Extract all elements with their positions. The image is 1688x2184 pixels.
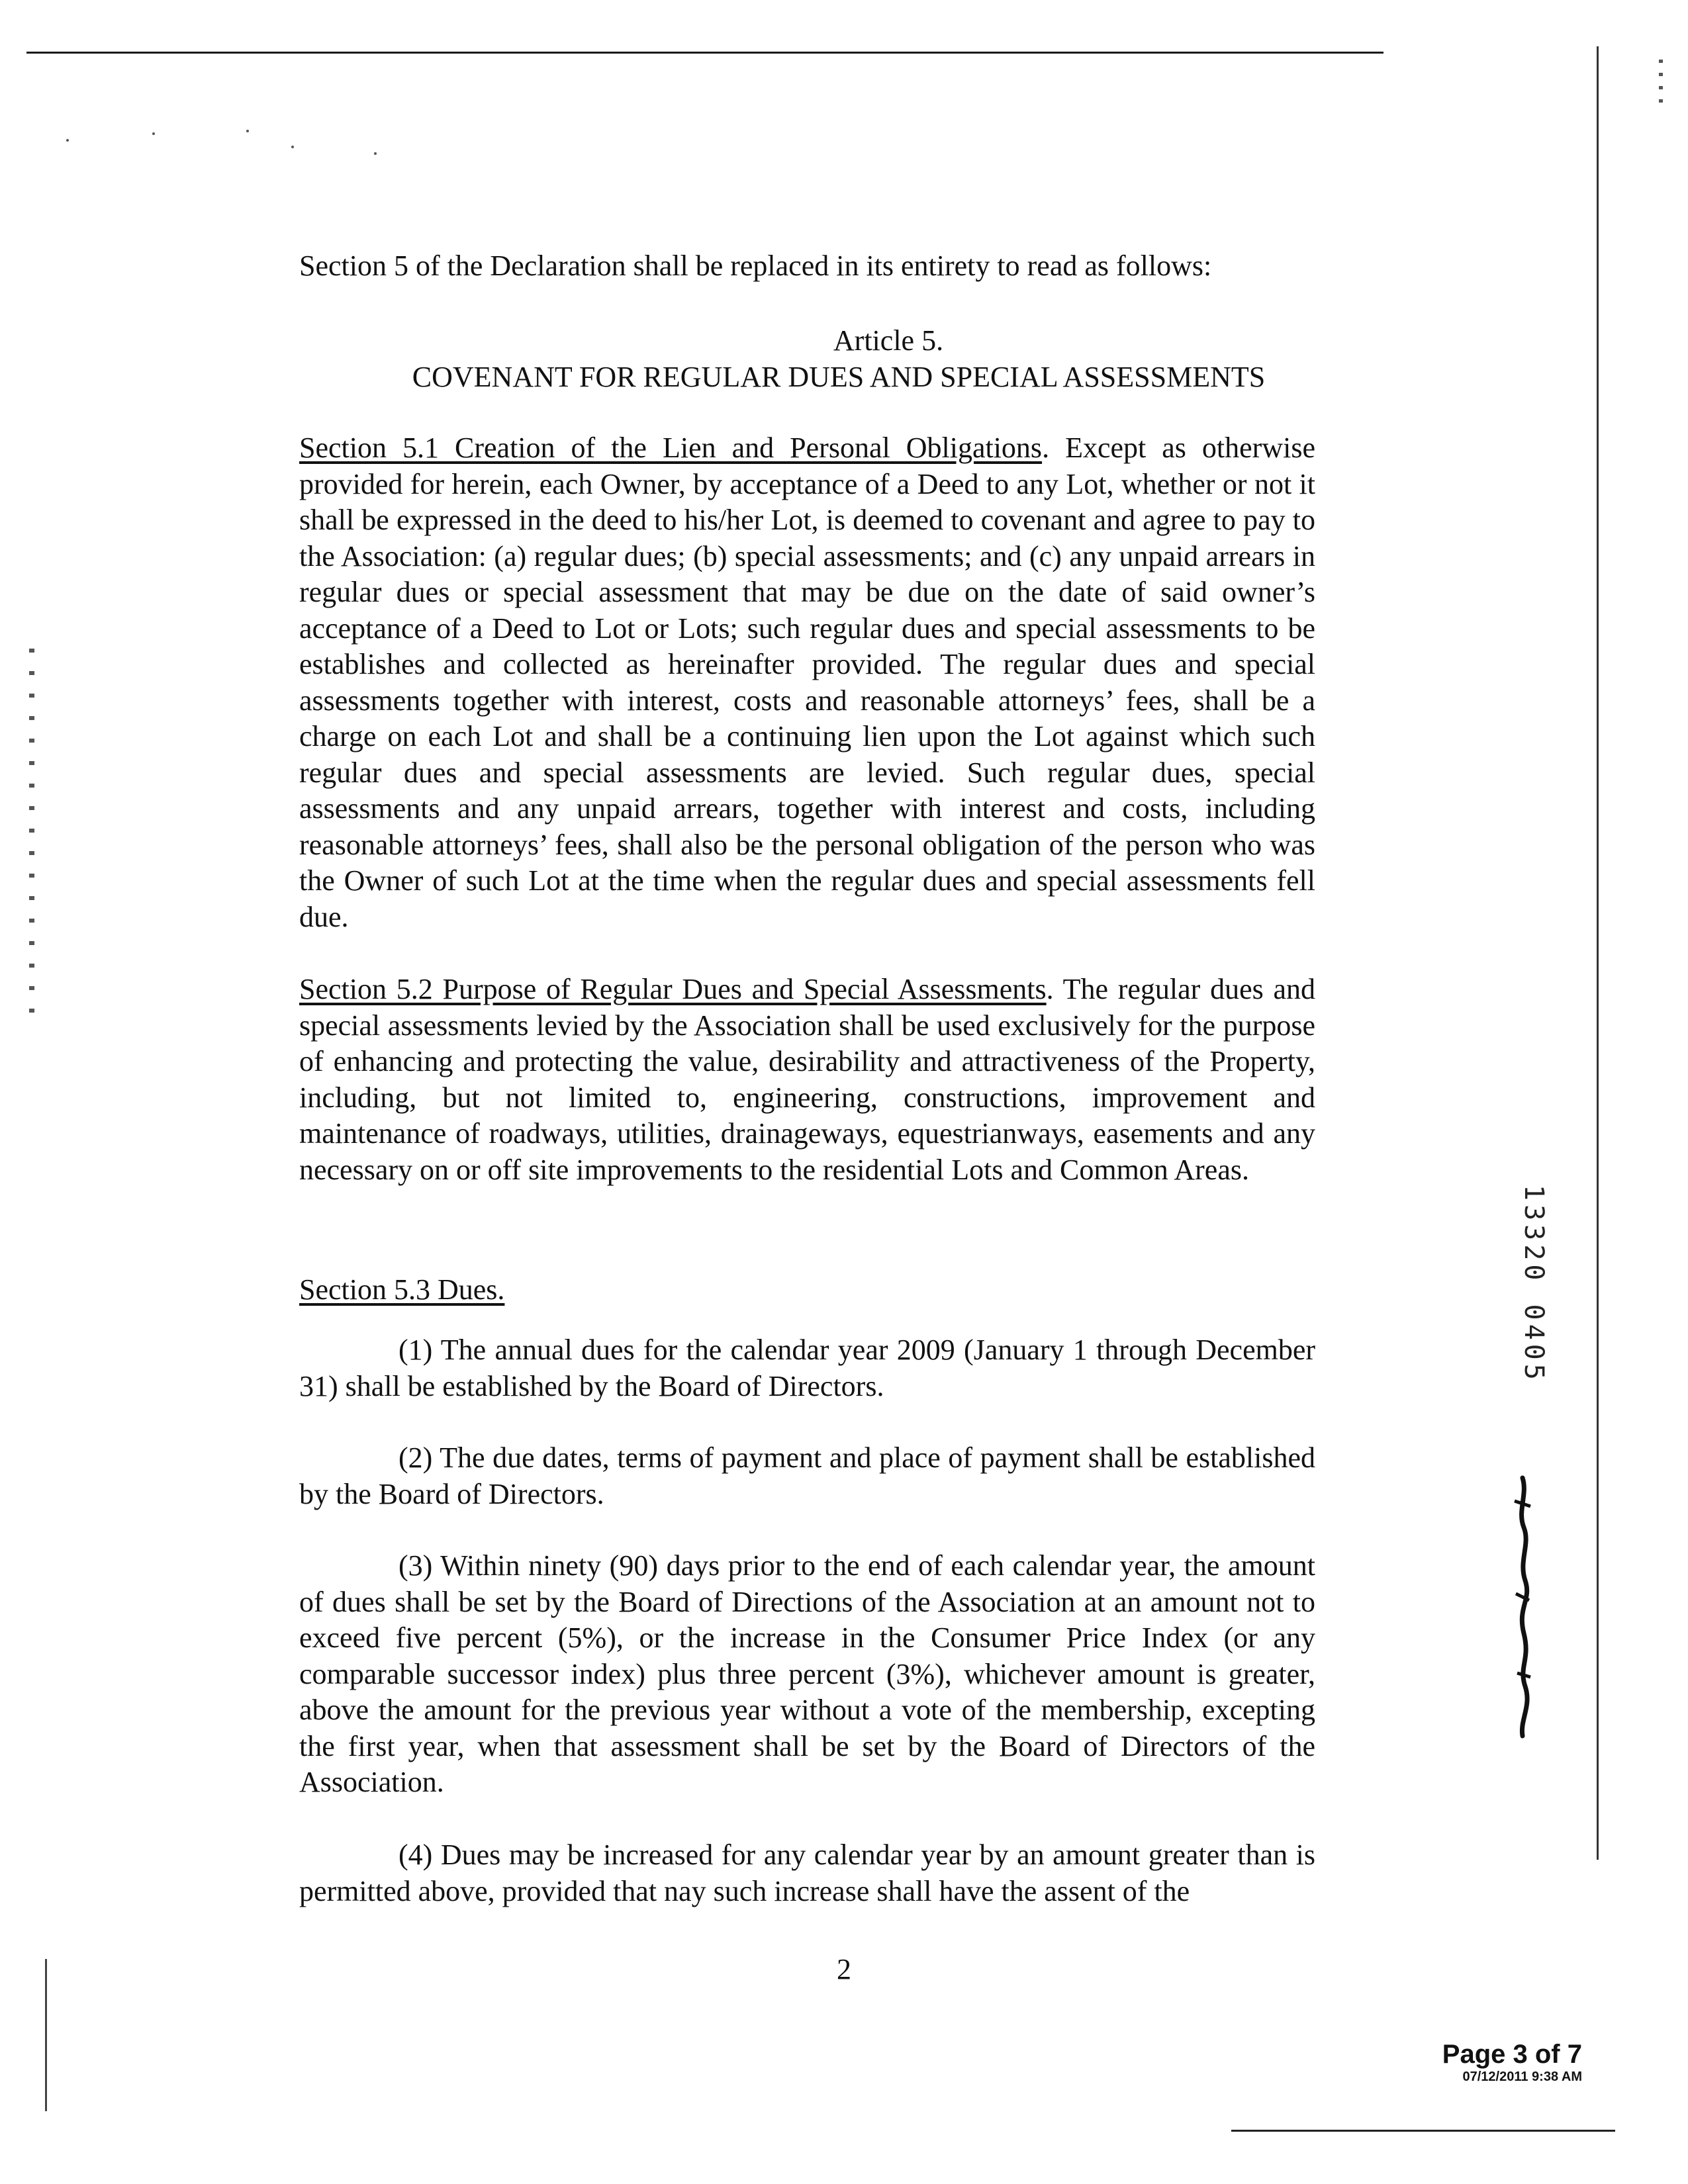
dues-paragraph-3: (3) Within ninety (90) days prior to the end of each calendar year, the amount of dues shall be set by the Board of Directions of the Association at an amount not to exceed five percent (5%), or the increase in the Consumer Price Index (or any comparable successor index) plus three percent (3%), whichever amount is greater, above the amount for the previous year without a vote of the membership, excepting the first year, when that assessment shall be set by the Board of Directors of the Association. [299, 1549, 1315, 1798]
scan-specks [60, 126, 404, 159]
dues-paragraph-2: (2) The due dates, terms of payment and place of payment shall be established by the Board of Directors. [299, 1441, 1315, 1510]
page-indicator [1390, 2040, 1582, 2085]
section-5-2 [299, 972, 1315, 1188]
right-margin-marks [1659, 60, 1663, 106]
left-margin-marks [29, 649, 34, 1019]
print-timestamp: 07/12/2011 9:38 AM [1462, 2070, 1582, 2084]
section-5-2-body: . The regular dues and special assessments levied by the Association shall be used exclusively for the purpose of enhancing and protecting the value, desirability and attractiveness of the Property, including, but not limited to, engineering, constructions, improvement and maintenance of roadways, utilities, drainageways, equestrianways, easements and any necessary on or off site improvements to the residential Lots and Common Areas. [299, 973, 1316, 1186]
article-heading [299, 323, 1378, 395]
section-5-2-heading: Section 5.2 Purpose of Regular Dues and Special Assessments [299, 973, 1047, 1005]
top-rule [26, 52, 1383, 54]
section-5-1-body: . Except as otherwise provided for herein, each Owner, by acceptance of a Deed to any Lot, whether or not it shall be expressed in the deed to his/her Lot, is deemed to covenant and agree to pay to the Association: (a) regular dues; (b) special assessments; and (c) any unpaid arrears in regular dues or special assessment that may be due on the date of said owner’s acceptance of a Deed to Lot or Lots; such regular dues and special assessments to be establishes and collected as hereinafter provided. The regular dues and special assessments together with interest, costs and reasonable attorneys’ fees, shall be a charge on each Lot and shall be a continuing lien upon the Lot against which such regular dues and special assessments are levied. Such regular dues, special assessments and any unpaid arrears, together with interest and costs, including reasonable attorneys’ fees, shall also be the personal obligation of the person who was the Owner of such Lot at the time when the regular dues and special assessments fell due. [299, 432, 1315, 933]
section-5-1 [299, 430, 1315, 935]
section-5-1-heading: Section 5.1 Creation of the Lien and Personal Obligations [299, 432, 1043, 464]
dues-paragraph-1: (1) The annual dues for the calendar year 2009 (January 1 through December 31) shall be established by the Board of Directors. [299, 1334, 1315, 1402]
article-title: COVENANT FOR REGULAR DUES AND SPECIAL ASSESSMENTS [412, 360, 1266, 393]
dues-paragraph-4: (4) Dues may be increased for any calendar year by an amount greater than is permitted above, provided that nay such increase shall have the assent of the [299, 1839, 1315, 1907]
right-rule [1597, 46, 1599, 1860]
article-number: Article 5. [833, 324, 944, 357]
page-count: Page 3 of 7 [1442, 2040, 1582, 2069]
bottom-rule [1231, 2130, 1615, 2132]
handwritten-signature [1509, 1475, 1536, 1739]
page-number: 2 [837, 1953, 851, 1985]
recording-stamp: 13320 0405 [1519, 1185, 1549, 1384]
section-5-3-heading: Section 5.3 Dues. [299, 1273, 505, 1306]
intro-paragraph: Section 5 of the Declaration shall be replaced in its entirety to read as follows: [299, 250, 1212, 282]
section-5-3 [299, 1272, 1315, 1308]
